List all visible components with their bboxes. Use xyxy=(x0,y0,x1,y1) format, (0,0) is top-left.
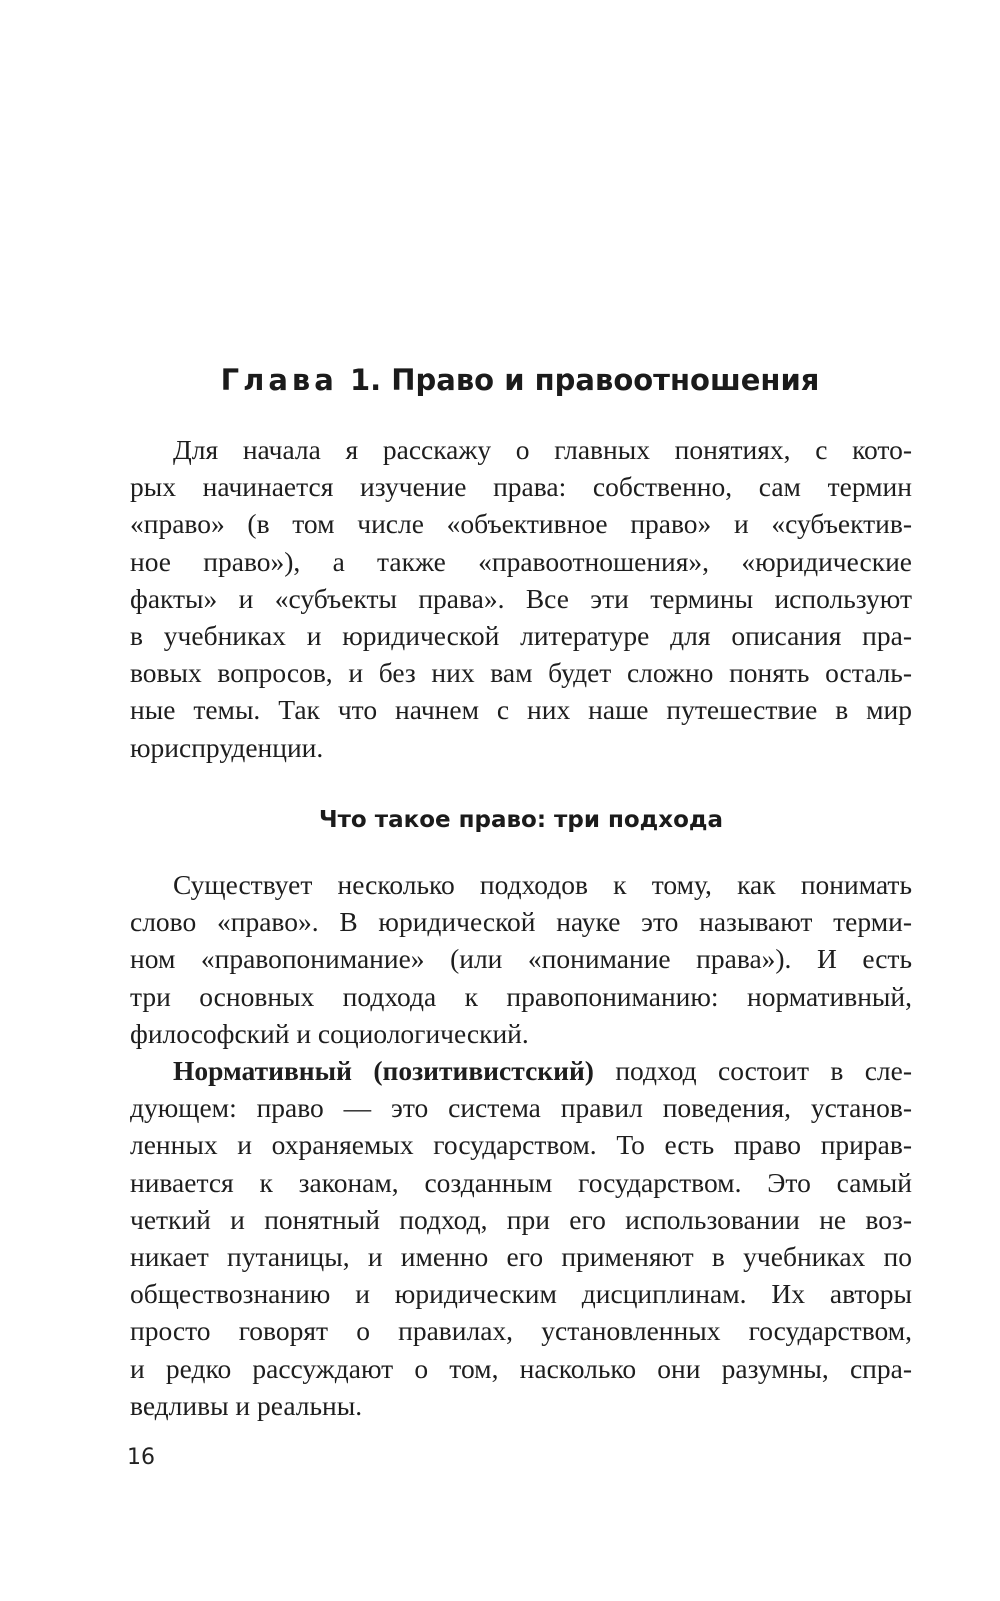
paragraph-line: в учебниках и юридической литературе для описания пра- xyxy=(130,620,912,652)
paragraph-line: ведливы и реальны. xyxy=(130,1389,363,1421)
paragraph-line: рых начинается изучение права: собственно, сам термин xyxy=(130,471,912,503)
bold-term: Нормативный (позитивистский) xyxy=(173,1055,594,1086)
section-heading: Что такое право: три подхода xyxy=(319,807,723,833)
paragraph-line: юриспруденции. xyxy=(130,731,324,763)
paragraph-line: ные темы. Так что начнем с них наше путешествие в мир xyxy=(130,694,912,726)
paragraph-line: факты» и «субъекты права». Все эти термины используют xyxy=(130,582,912,614)
paragraph-line: нивается к законам, созданным государством. Это самый xyxy=(130,1166,912,1198)
paragraph-line: ном «правопонимание» (или «понимание права»). И есть xyxy=(130,943,912,975)
approaches-paragraph xyxy=(130,866,912,1052)
paragraph-line: ленных и охраняемых государством. То есть право прирав- xyxy=(130,1129,912,1161)
paragraph-first-line xyxy=(130,1052,912,1089)
page-number: 16 xyxy=(127,1445,155,1470)
normative-paragraph xyxy=(130,1052,912,1424)
paragraph-line: Существует несколько подходов к тому, как понимать xyxy=(173,869,912,900)
paragraph-line: три основных подхода к правопониманию: нормативный, xyxy=(130,980,912,1012)
paragraph-line: философский и социологический. xyxy=(130,1017,529,1049)
intro-paragraph xyxy=(130,431,912,766)
paragraph-line: четкий и понятный подход, при его использовании не воз- xyxy=(130,1203,912,1235)
chapter-label: Глава xyxy=(220,363,338,397)
paragraph-line: дующем: право — это система правил поведения, установ- xyxy=(130,1092,912,1124)
paragraph-line: обществознанию и юридическим дисциплинам. Их авторы xyxy=(130,1278,912,1310)
paragraph-line: просто говорят о правилах, установленных государством, xyxy=(130,1315,912,1347)
paragraph-line: ное право»), а также «правоотношения», «юридические xyxy=(130,545,912,577)
first-line-rest: подход состоит в сле- xyxy=(615,1055,912,1086)
chapter-title xyxy=(130,360,910,400)
paragraph-line: никает путаницы, и именно его применяют в учебниках по xyxy=(130,1241,912,1273)
paragraph-line: «право» (в том числе «объективное право» и «субъектив- xyxy=(130,508,912,540)
paragraph-line: и редко рассуждают о том, насколько они разумны, спра- xyxy=(130,1352,912,1384)
paragraph-line: вовых вопросов, и без них вам будет сложно понять осталь- xyxy=(130,657,912,689)
chapter-title-text: 1. Право и правоотношения xyxy=(349,363,820,397)
paragraph-line: слово «право». В юридической науке это называют терми- xyxy=(130,906,912,938)
paragraph-line: Для начала я расскажу о главных понятиях, с кото- xyxy=(173,434,912,465)
